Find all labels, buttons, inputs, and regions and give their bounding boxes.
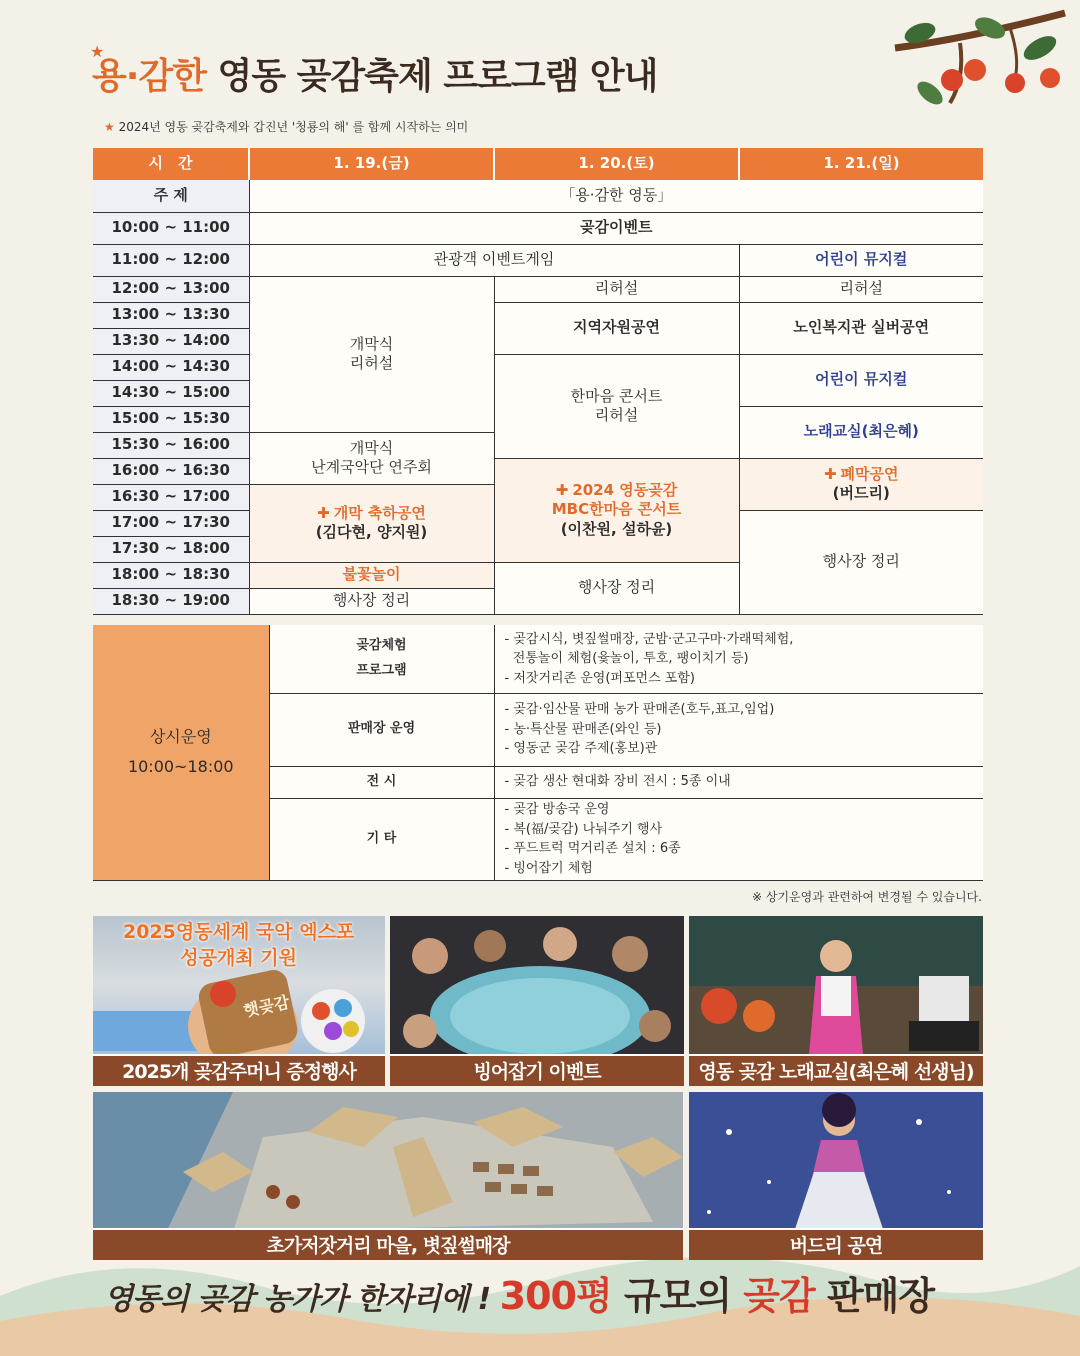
clover-icon: ✚ [823,464,837,483]
event-text: ✚ 개막 축하공연 [317,503,426,522]
time-slot: 18:30 ~ 19:00 [93,588,249,614]
theme-value: 「용·감한 영동」 [249,180,983,212]
schedule-row [93,354,983,380]
page-title: 용·감한 영동 곶감축제 프로그램 안내 [92,56,658,97]
time-slot: 17:00 ~ 17:30 [93,510,249,536]
event-text: 개막식 [349,438,394,457]
always-hours: 10:00~18:00 [127,757,234,777]
theme-label: 주 제 [93,180,249,212]
event-kids-musical: 어린이 뮤지컬 [739,244,983,276]
header-day-3: 1. 21.(일) [739,148,983,180]
event-mbc-concert [494,458,739,562]
time-slot: 16:00 ~ 16:30 [93,458,249,484]
event-text: (버드리) [832,484,890,502]
always-label [93,625,269,880]
header-day-2: 1. 20.(토) [494,148,739,180]
event-senior-show: 노인복지관 실버공연 [739,302,983,354]
photo-singing-class [689,916,983,1086]
event-kids-musical-2: 어린이 뮤지컬 [739,354,983,406]
event-closing-show [739,458,983,510]
event-rehearsal-sun: 리허설 [739,276,983,302]
event-text: 리허설 [349,354,394,372]
time-slot: 14:00 ~ 14:30 [93,354,249,380]
event-fireworks: 불꽃놀이 [249,562,494,588]
event-regional-show: 지역자원공연 [494,302,739,354]
photo-gotgam-pouch [93,916,385,1086]
photo-caption: 영동 곶감 노래교실(최은혜 선생님) [689,1054,983,1086]
photo-caption: 버드리 공연 [689,1228,983,1260]
schedule-row [93,212,983,244]
always-category: 판매장 운영 [269,693,494,766]
always-operating-table [93,625,983,881]
event-text: ✚ 폐막공연 [823,464,899,483]
event-cleanup-fri: 행사장 정리 [249,588,494,614]
always-category: 기 타 [269,798,494,880]
always-description: - 곶감·임산물 판매 농가 판매존(호두,표고,임업) - 농·특산물 판매존(와인 등) - 영동군 곶감 주제(홍보)관 [494,693,983,766]
time-slot: 16:30 ~ 17:00 [93,484,249,510]
bottom-slogan: 영동의 곶감 농가가 한자리에 ! 300평 규모의 곶감 판매장 [104,1274,935,1318]
event-cleanup-sun: 행사장 정리 [739,510,983,614]
always-title: 상시운영 [149,726,212,746]
schedule-table [93,148,983,615]
event-text: 한마음 콘서트 [570,386,663,405]
time-slot: 12:00 ~ 13:00 [93,276,249,302]
photo-thatched-village [93,1092,683,1260]
schedule-row [93,244,983,276]
header-day-1: 1. 19.(금) [249,148,494,180]
time-slot: 18:00 ~ 18:30 [93,562,249,588]
header-time: 시 간 [93,148,249,180]
schedule-row [93,276,983,302]
event-tourist-game: 관광객 이벤트게임 [249,244,739,276]
event-text: ✚ 2024 영동곶감 [555,480,678,499]
event-text: (김다현, 양지원) [315,523,428,541]
event-gotgam: 곶감이벤트 [249,212,983,244]
event-singing-class: 노래교실(최은혜) [739,406,983,458]
always-description: - 곶감시식, 볏짚썰매장, 군밤·군고구마·가래떡체험, 전통놀이 체험(윷놀이, 투호, 팽이치기 등) - 저잣거리존 운영(퍼포먼스 포함) [494,625,983,693]
event-text: 개막식 [349,334,394,353]
photo-caption: 빙어잡기 이벤트 [390,1054,684,1086]
time-slot: 11:00 ~ 12:00 [93,244,249,276]
clover-icon: ✚ [555,480,569,499]
title-block [90,42,658,99]
event-text: 리허설 [594,406,639,424]
photo-caption: 2025개 곶감주머니 증정행사 [93,1054,385,1086]
photo-caption: 초가저잣거리 마을, 볏짚썰매장 [93,1228,683,1260]
expo-overlay: 2025영동세계 국악 엑스포 성공개최 기원 [123,921,355,969]
always-category: 전 시 [269,766,494,798]
time-slot: 17:30 ~ 18:00 [93,536,249,562]
event-text: 난계국악단 연주회 [311,458,432,476]
photo-budri-show [689,1092,983,1260]
photo-smelt-fishing [390,916,684,1086]
clover-icon: ✚ [317,503,330,522]
star-icon: ★ [90,42,105,61]
event-opening-rehearsal [249,276,494,432]
always-description: - 곶감 방송국 운영 - 복(福/곶감) 나눠주기 행사 - 푸드트럭 먹거리존 설치 : 6종 - 빙어잡기 체험 [494,798,983,880]
time-slot: 14:30 ~ 15:00 [93,380,249,406]
time-slot: 13:30 ~ 14:00 [93,328,249,354]
time-slot: 10:00 ~ 11:00 [93,212,249,244]
pouch-label: 햇곶감 [241,992,292,1021]
event-opening-celebration [249,484,494,562]
always-category: 곶감체험 프로그램 [269,625,494,693]
schedule-row [93,458,983,484]
event-cleanup-sat: 행사장 정리 [494,562,739,614]
page-subtitle: ★ 2024년 영동 곶감축제와 갑진년 '청룡의 해' 를 함께 시작하는 의미 [104,120,469,134]
persimmon-branch-illustration [890,8,1070,118]
time-slot: 13:00 ~ 13:30 [93,302,249,328]
event-opening-ceremony [249,432,494,484]
time-slot: 15:00 ~ 15:30 [93,406,249,432]
schedule-row [93,302,983,328]
theme-row [93,180,983,212]
always-description: - 곶감 생산 현대화 장비 전시 : 5종 이내 [494,766,983,798]
change-notice: ※ 상기운영과 관련하여 변경될 수 있습니다. [751,890,982,904]
schedule-header-row [93,148,983,180]
event-hanmaeum-rehearsal [494,354,739,458]
always-row [93,625,983,693]
event-text: (이찬원, 설하윤) [560,519,673,538]
event-rehearsal-sat: 리허설 [494,276,739,302]
time-slot: 15:30 ~ 16:00 [93,432,249,458]
event-text: MBC한마음 콘서트 [551,500,682,519]
star-icon: ★ [104,120,119,134]
